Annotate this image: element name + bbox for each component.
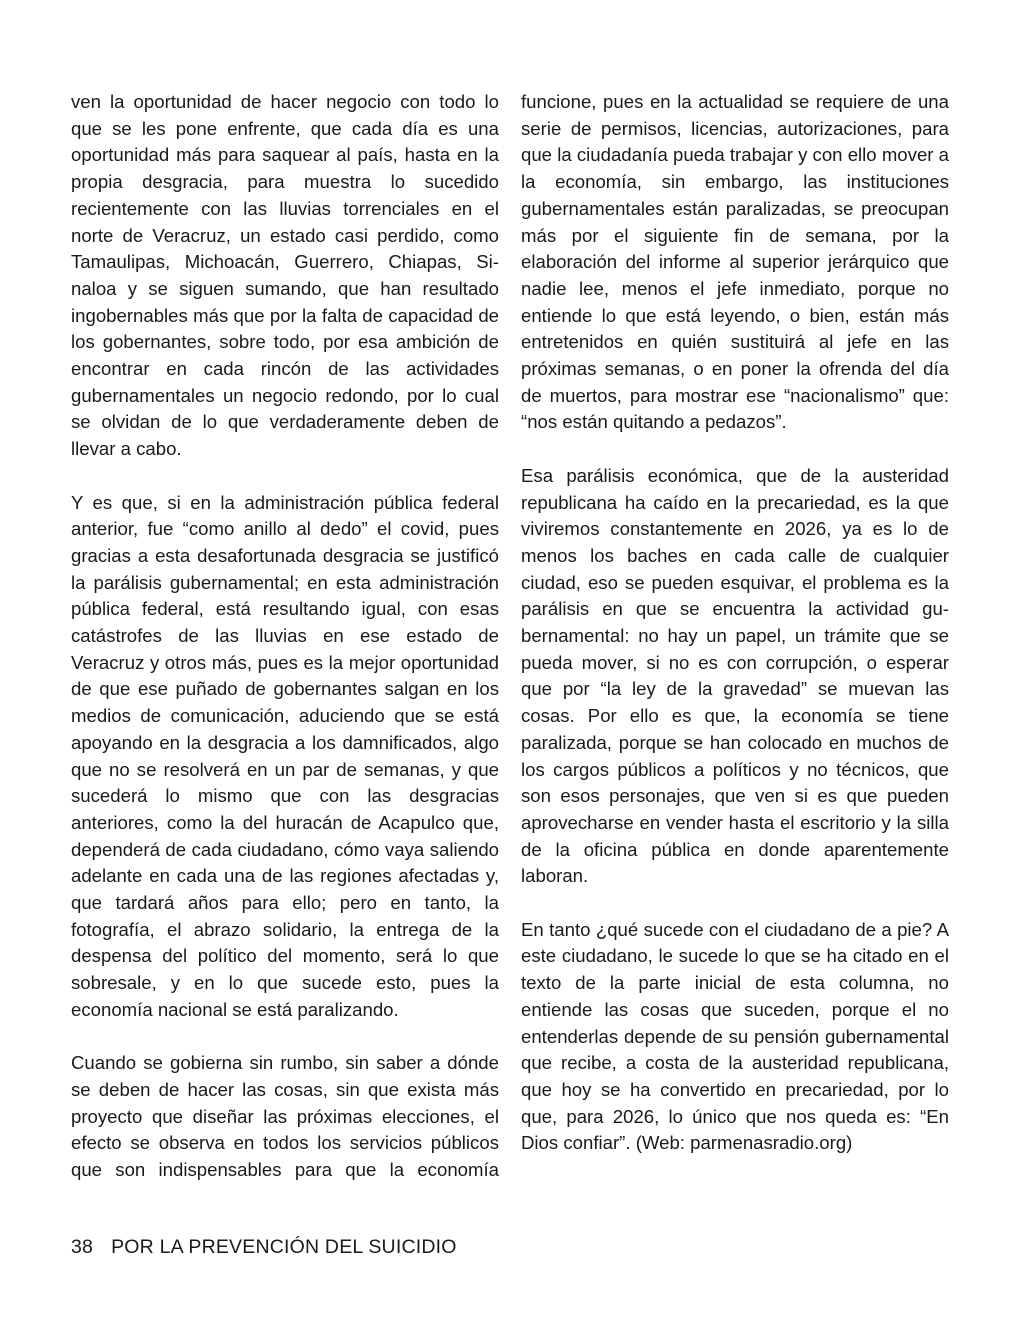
body-paragraph: Y es que, si en la administración pública federal anterior, fue “como anillo al dedo” el covid, pues gracias a esta desafortunada desgracia se justificó la parálisis gubernamental; en esta administración pública federal, está resultando igual, con esas catástrofes de las lluvias en ese estado de Veracruz y otros más, pues es la mejor oportunidad de que ese puñado de gobernantes salgan en los medios de comunicación, aduciendo que se está apoyando en la desgracia a los damnificados, algo que no se resolverá en un par de semanas, y que sucederá lo mismo que con las desgracias anteriores, como la del huracán de Acapulco que, dependerá de cada ciudadano, cómo vaya saliendo adelante en cada una de las regiones afectadas y, que tardará años para ello; pero en tanto, la fotografía, el abrazo solidario, la entrega de la despensa del político del momento, será lo que sobresale, y en lo que sucede esto, pues la economía nacional se está paralizando. [71,491,499,1020]
page-footer [71,1236,457,1259]
body-paragraph: Esa parálisis económica, que de la austeridad republicana ha caído en la precariedad, es la que viviremos constantemente en 2026, ya es lo de menos los baches en cada calle de cualquier ciudad, eso se pueden esquivar, el problema es la parálisis en que se encuentra la actividad gubernamental: no hay un papel, un trámite que se pueda mover, si no es con corrupción, o esperar que por “la ley de la gravedad” se muevan las cosas. Por ello es que, la economía se tiene paralizada, porque se han colocado en muchos de los cargos públicos a políticos y no técnicos, que son esos personajes, que ven si es que pueden aprovecharse en vender hasta el escritorio y la silla de la oficina pública en donde aparentemente laboran. [521,464,949,887]
body-paragraph: funcione, pues en la actualidad se requiere de una serie de permisos, licencias, autorizaciones, para que la ciudadanía pueda trabajar y con ello mover a la economía, sin embargo, las instituciones gubernamentales están paralizadas, se preocupan más por el siguiente fin de semana, por la elaboración del informe al superior jerárquico que nadie lee, menos el jefe inmediato, porque no entiende lo que está leyendo, o bien, están más entretenidos en quién sustituirá al jefe en las próximas semanas, o en poner la ofrenda del día de muertos, para mostrar ese “nacionalismo” que: “nos están quitando a pedazos”. [521,91,949,433]
page-number: 38 [71,1236,94,1258]
right-column [521,89,949,1157]
body-paragraph: ven la oportunidad de hacer negocio con todo lo que se les pone enfrente, que cada día es una oportunidad más para saquear al país, hasta en la propia desgracia, para muestra lo sucedido recientemente con las lluvias torrenciales en el norte de Veracruz, un estado casi perdido, como Tamaulipas, Michoacán, Guerrero, Chiapas, Sinaloa y se siguen sumando, que han resultado ingobernables más que por la falta de capacidad de los gobernantes, sobre todo, por esa ambición de encontrar en cada rincón de las actividades gubernamentales un negocio redondo, por lo cual se olvidan de lo que verdaderamente deben de llevar a cabo. [71,91,499,460]
left-column [71,89,499,1184]
body-paragraph: Cuando se gobierna sin rumbo, sin saber a dónde se deben de hacer las cosas, sin que exista más proyecto que diseñar las próximas elecciones, el efecto se observa en todos los servicios públicos que son indispensables para que la economía [71,1052,499,1181]
publication-title: POR LA PREVENCIÓN DEL SUICIDIO [111,1236,457,1258]
body-paragraph: En tanto ¿qué sucede con el ciudadano de a pie? A este ciudadano, le sucede lo que se ha citado en el texto de la parte inicial de esta columna, no entiende las cosas que suceden, porque el no entenderlas depende de su pensión gubernamental que recibe, a costa de la austeridad republicana, que hoy se ha convertido en precariedad, por lo que, para 2026, lo único que nos queda es: “En Dios confiar”. (Web: parmenasradio.org) [521,918,949,1154]
